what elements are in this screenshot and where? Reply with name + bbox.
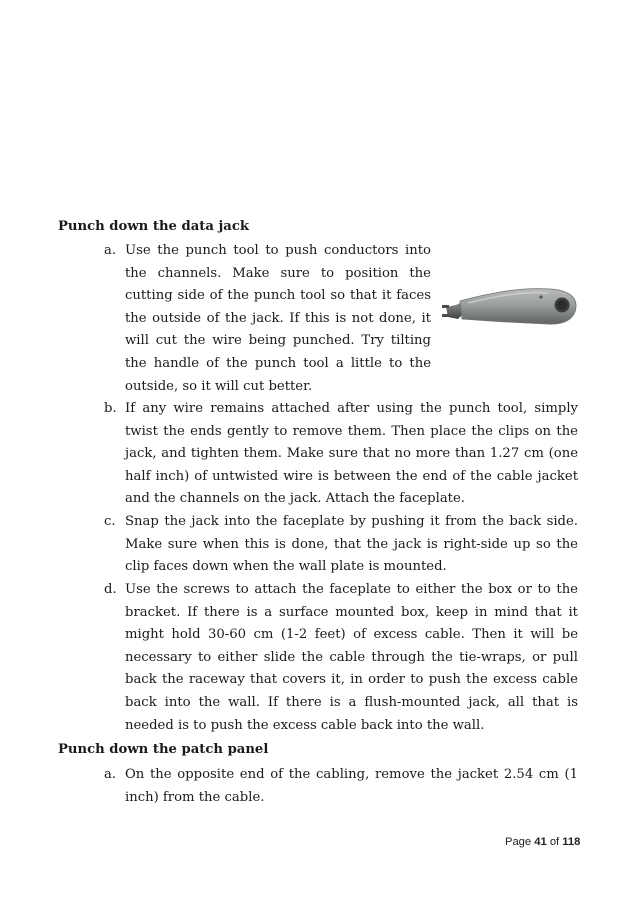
list-marker: a.	[104, 243, 117, 258]
list-marker: a.	[104, 767, 117, 782]
list-marker: c.	[104, 514, 116, 529]
list-item-text: Use the screws to attach the faceplate to either the box or to the bracket. If there is a surface mounted box, keep in mind that it might hold 30-60 cm (1-2 feet) of excess cable. Then it will be necessary to either slide the cable through the tie-wraps, or pull back the raceway that covers it, in order to push the excess cable back into the wall. If there is a flush-mounted jack, all that is needed is to push the excess cable back into the wall.	[125, 582, 578, 733]
list-item-text: On the opposite end of the cabling, remove the jacket 2.54 cm (1 inch) from the cable.	[125, 767, 578, 805]
list-marker: d.	[104, 582, 117, 597]
total-pages: 118	[562, 836, 581, 848]
punch-tool-image	[440, 235, 578, 373]
list-item	[104, 579, 578, 737]
list-item	[104, 398, 578, 511]
list-item	[104, 511, 578, 579]
of-label: of	[549, 836, 560, 848]
list-item	[104, 764, 578, 809]
list-item	[104, 240, 431, 398]
page-number-footer	[505, 836, 580, 848]
page-label: Page	[505, 836, 532, 848]
section-heading-data-jack: Punch down the data jack	[58, 219, 249, 234]
list-item-text: If any wire remains attached after using the punch tool, simply twist the ends gently to remove them. Then place the clips on the jack, and tighten them. Make sure that no more than 1.27 cm (one half inch) of untwisted wire is between the end of the cable jacket and the channels on the jack. Attach the faceplate.	[125, 401, 578, 507]
list-item-text: Snap the jack into the faceplate by pushing it from the back side. Make sure when this is done, that the jack is right-side up so the clip faces down when the wall plate is mounted.	[125, 514, 578, 575]
punch-down-tool-icon	[440, 235, 578, 373]
current-page-number: 41	[534, 836, 547, 848]
list-marker: b.	[104, 401, 117, 416]
list-item-text: Use the punch tool to push conductors into the channels. Make sure to position the cutting side of the punch tool so that it faces the outside of the jack. If this is not done, it will cut the wire being punched. Try tilting the handle of the punch tool a little to the outside, so it will cut better.	[125, 243, 431, 394]
section-heading-patch-panel: Punch down the patch panel	[58, 742, 269, 757]
